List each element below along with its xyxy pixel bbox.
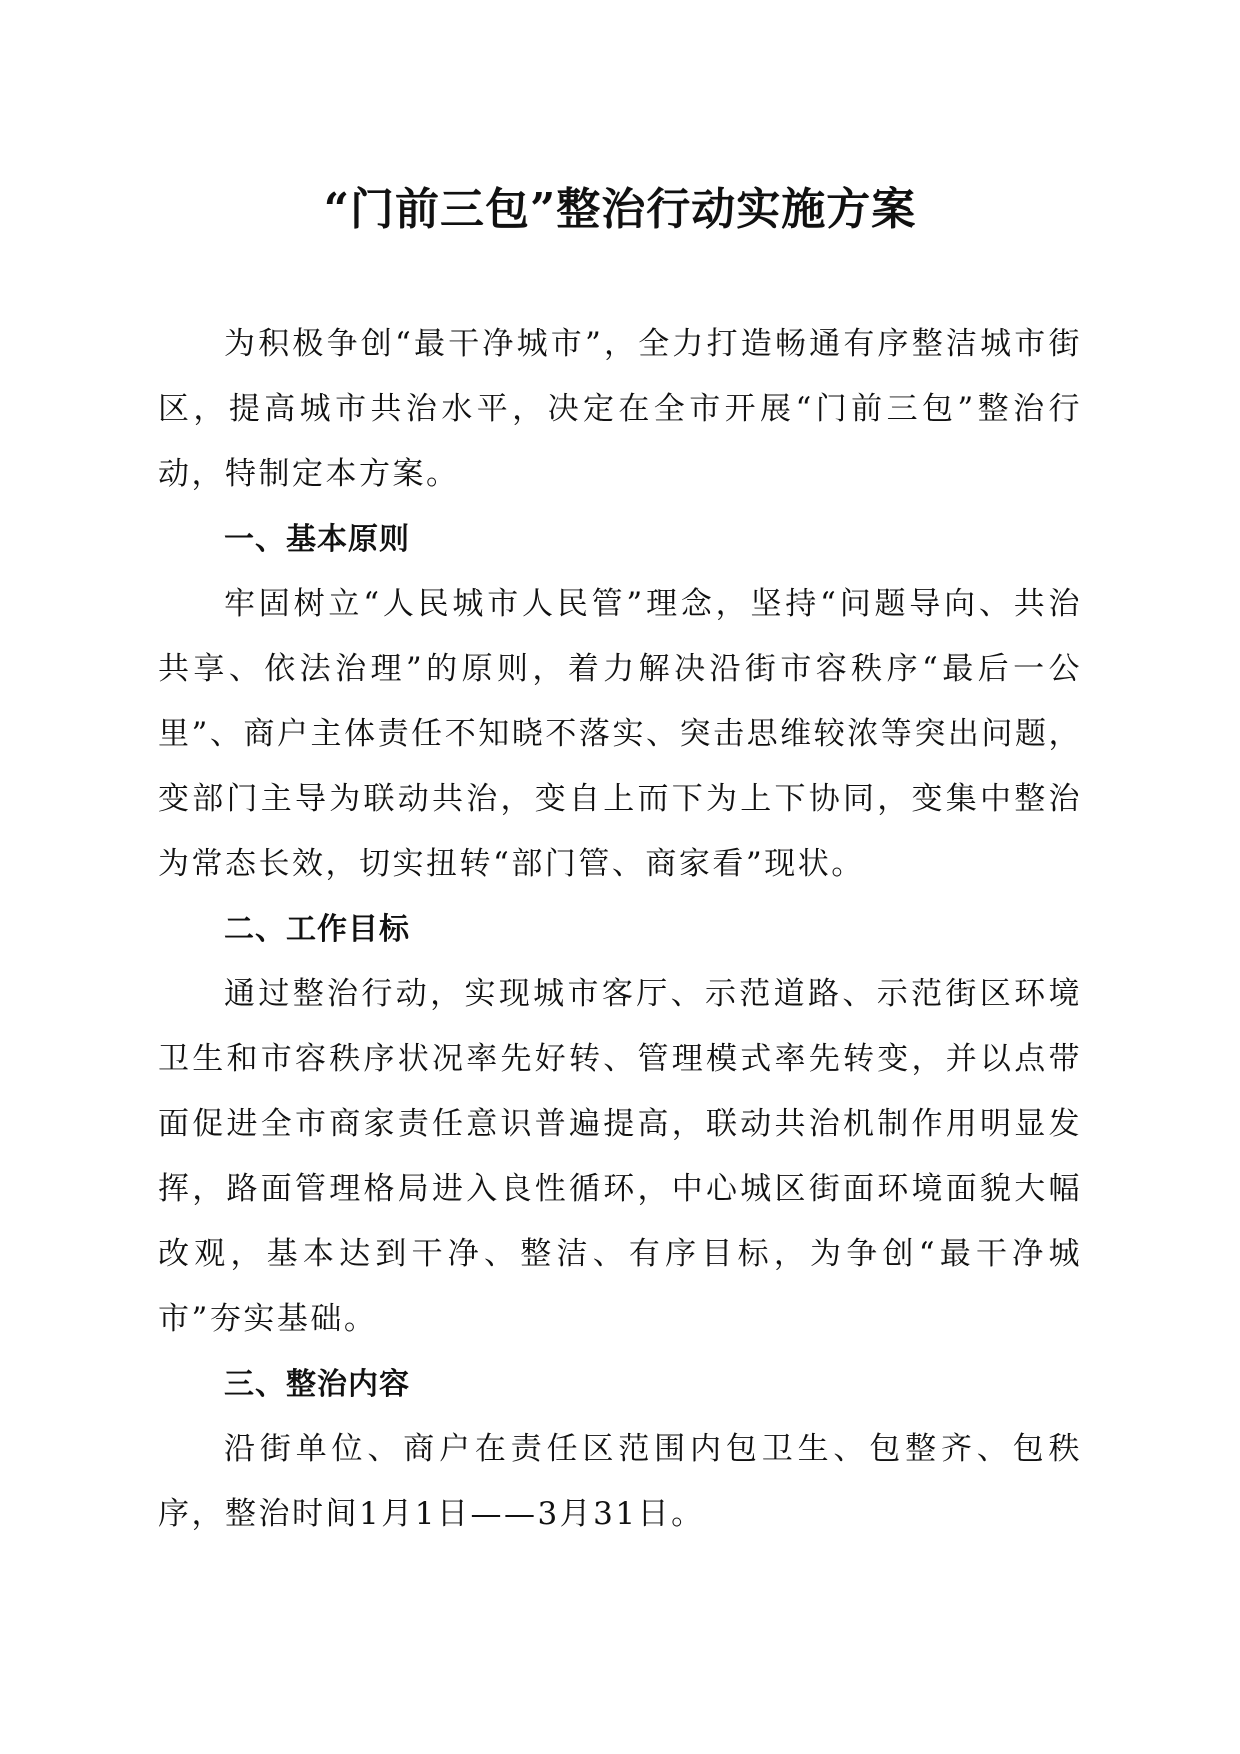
section-body-goals: 通过整治行动，实现城市客厅、示范道路、示范街区环境卫生和市容秩序状况率先好转、管理模式率先转变，并以点带面促进全市商家责任意识普遍提高，联动共治机制作用明显发挥，路面管理格局进入良性循环，中心城区街面环境面貌大幅改观，基本达到干净、整洁、有序目标，为争创“最干净城市”夯实基础。 — [158, 976, 1082, 1337]
section-body-content: 沿街单位、商户在责任区范围内包卫生、包整齐、包秩序，整治时间1月1日——3月31日。 — [158, 1431, 1082, 1532]
section-heading-goals: 二、工作目标 — [224, 912, 410, 947]
intro-paragraph: 为积极争创“最干净城市”，全力打造畅通有序整洁城市街区，提高城市共治水平，决定在全市开展“门前三包”整治行动，特制定本方案。 — [158, 326, 1082, 492]
document-title: “门前三包”整治行动实施方案 — [323, 184, 917, 235]
section-body-principles: 牢固树立“人民城市人民管”理念，坚持“问题导向、共治共享、依法治理”的原则，着力解决沿街市容秩序“最后一公里”、商户主体责任不知晓不落实、突击思维较浓等突出问题，变部门主导为联动共治，变自上而下为上下协同，变集中整治为常态长效，切实扭转“部门管、商家看”现状。 — [158, 586, 1082, 882]
section-heading-principles: 一、基本原则 — [224, 522, 410, 557]
section-heading-content: 三、整治内容 — [224, 1367, 410, 1402]
document-body — [158, 312, 1082, 1547]
